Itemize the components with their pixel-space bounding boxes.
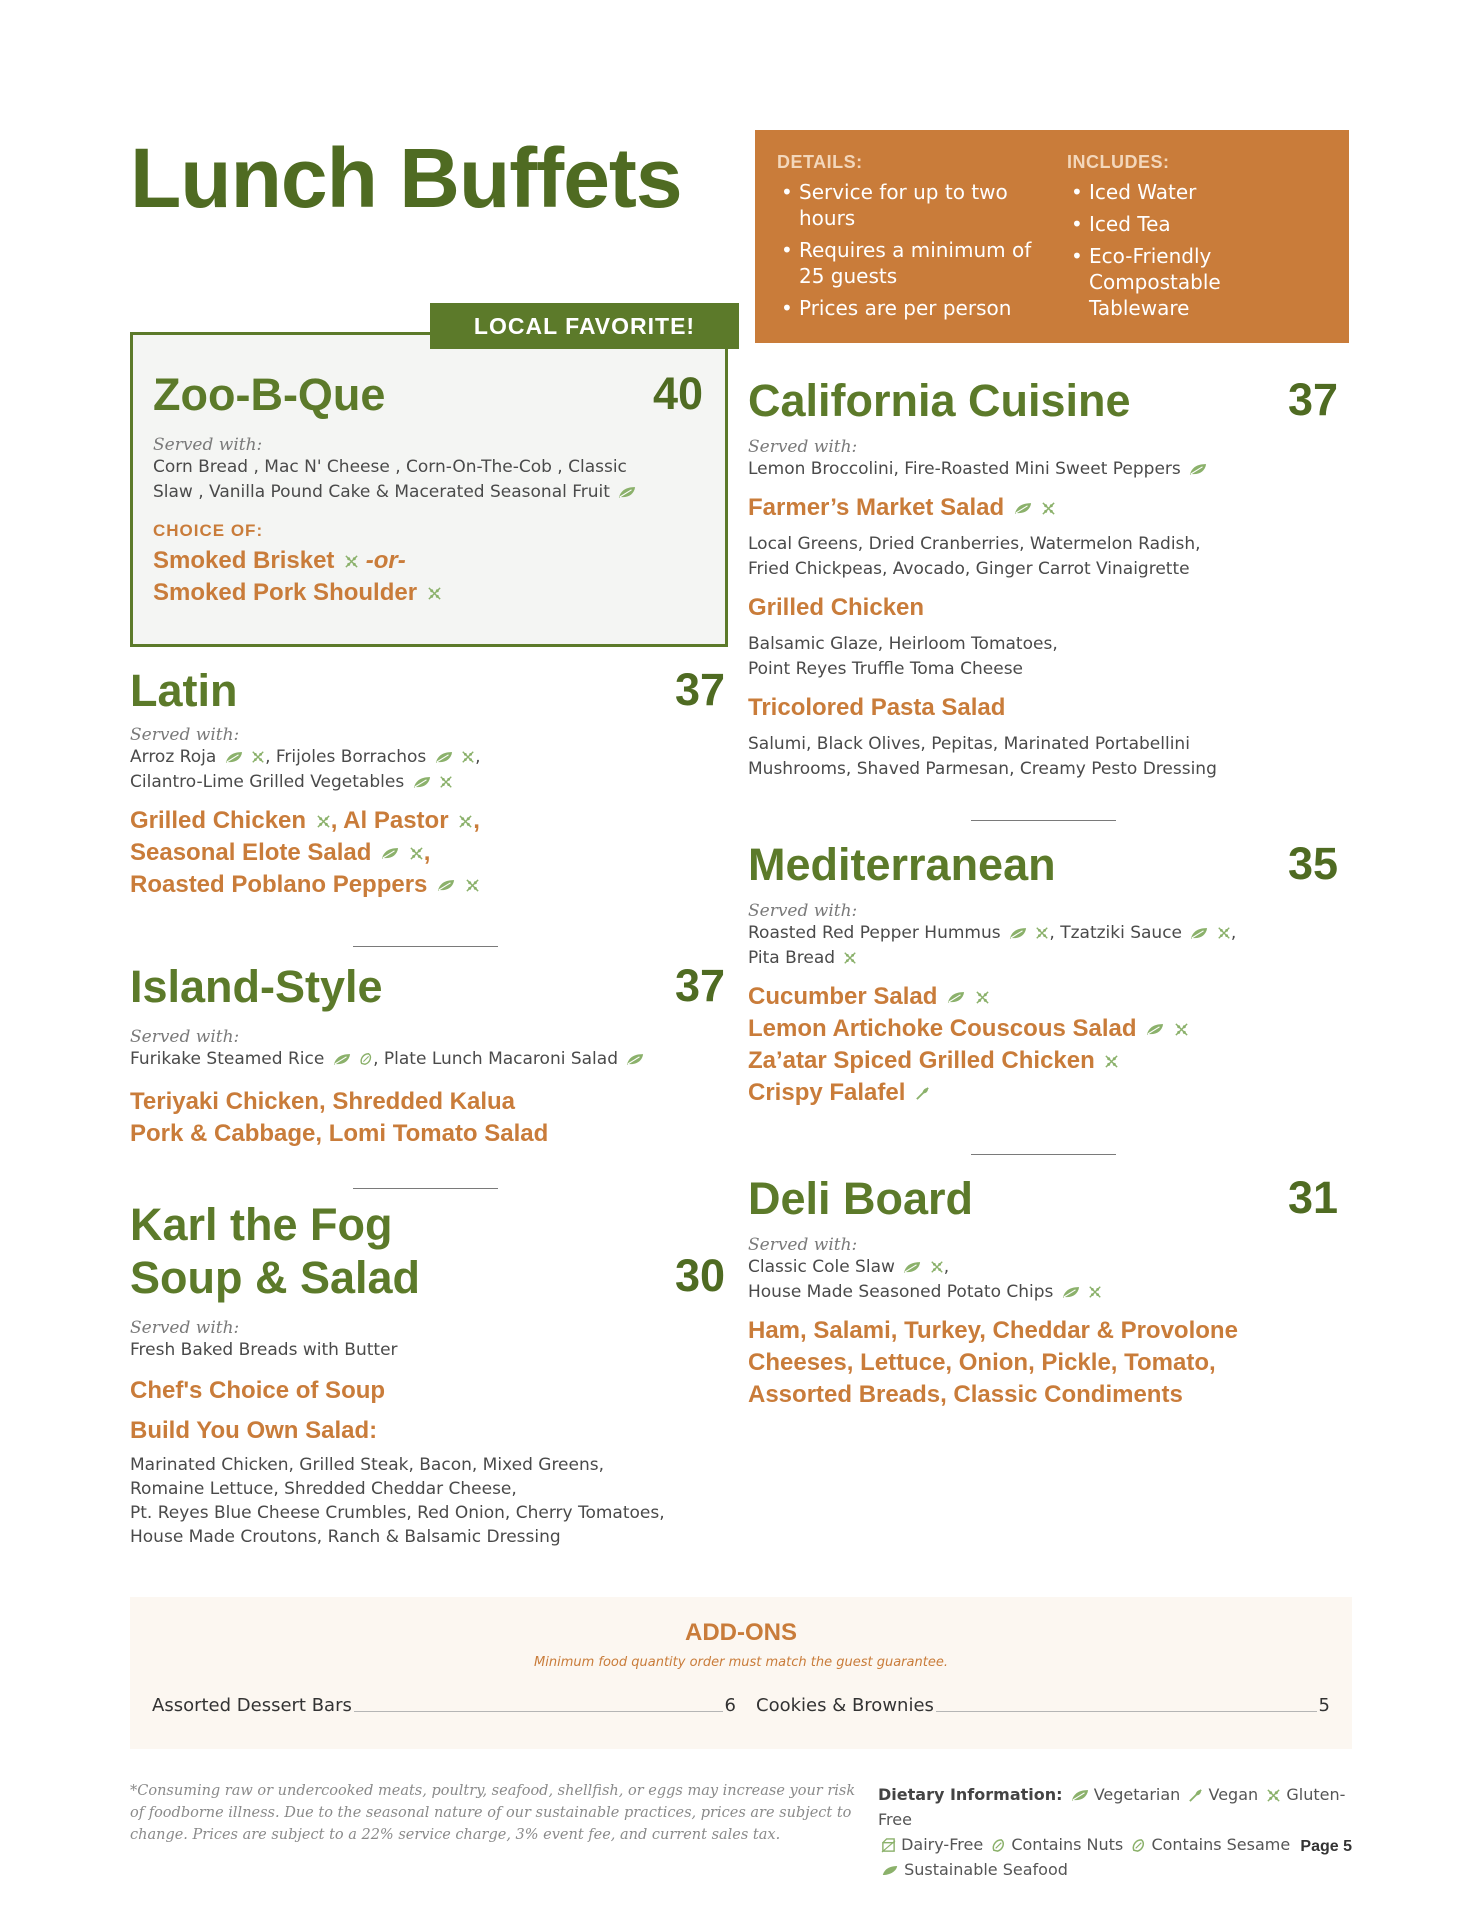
california-cuisine-section <box>748 374 1338 782</box>
contains-nuts-icon <box>991 1838 1006 1853</box>
section-title: Soup & Salad <box>130 1252 421 1304</box>
gluten-free-icon <box>465 878 480 893</box>
details-heading: DETAILS: <box>777 152 863 172</box>
vegetarian-icon <box>333 1053 351 1066</box>
served-label: Served with: <box>748 1235 858 1256</box>
choice-item <box>153 577 703 609</box>
sustainable-seafood-icon <box>881 1864 899 1877</box>
legend-dairy-free: Dairy-Free <box>901 1835 984 1854</box>
add-ons-panel <box>130 1597 1352 1749</box>
vegetarian-icon <box>626 1053 644 1066</box>
menu-item-line <box>748 492 1338 524</box>
add-on-price: 6 <box>724 1695 736 1716</box>
menu-item: Grilled Chicken <box>130 807 307 835</box>
vegetarian-icon <box>947 991 965 1004</box>
menu-item: Crispy Falafel <box>748 1079 906 1107</box>
served-label: Served with: <box>748 901 858 922</box>
served-text: , Plate Lunch Macaroni Salad <box>373 1049 618 1070</box>
includes-item: • Iced Water <box>1067 179 1327 205</box>
description-line: Local Greens, Dried Cranberries, Watermelon Radish, <box>748 534 1201 555</box>
menu-item-line <box>130 805 725 837</box>
menu-item-line: Assorted Breads, Classic Condiments <box>748 1381 1183 1409</box>
deli-board-section <box>748 1172 1338 1411</box>
gluten-free-icon <box>1088 1285 1102 1299</box>
add-ons-title: ADD-ONS <box>685 1619 797 1646</box>
description-line: Point Reyes Truffle Toma Cheese <box>748 659 1024 680</box>
add-on-price: 5 <box>1318 1695 1330 1716</box>
vegetarian-icon <box>1189 463 1207 476</box>
vegetarian-icon <box>1146 1023 1164 1036</box>
section-title: Zoo-B-Que <box>153 369 386 420</box>
mediterranean-section <box>748 838 1338 1109</box>
section-price: 37 <box>674 960 725 1011</box>
menu-item: , <box>473 807 480 835</box>
vegetarian-icon <box>1009 927 1027 940</box>
includes-item: • Eco-Friendly Compostable Tableware <box>1067 243 1327 321</box>
details-item: • Requires a minimum of 25 guests <box>777 237 1037 289</box>
menu-item-line <box>748 981 1338 1013</box>
served-label: Served with: <box>748 437 858 458</box>
served-text: Fresh Baked Breads with Butter <box>130 1340 398 1361</box>
menu-item: Roasted Poblano Peppers <box>130 871 428 899</box>
section-divider <box>353 1188 498 1189</box>
choice-text: Smoked Brisket <box>153 547 335 575</box>
served-label: Served with: <box>130 725 240 746</box>
page-number: Page 5 <box>1300 1838 1352 1855</box>
served-items <box>153 455 703 505</box>
menu-item-line <box>130 869 725 901</box>
add-on-item <box>756 1695 1330 1716</box>
section-price: 31 <box>1287 1172 1338 1223</box>
served-items <box>748 1255 1338 1305</box>
vegan-icon <box>915 1086 930 1101</box>
section-title: California Cuisine <box>748 375 1131 426</box>
section-title: Karl the Fog <box>130 1199 393 1250</box>
served-text: Lemon Broccolini, Fire-Roasted Mini Sweet Peppers <box>748 459 1181 480</box>
served-text: , <box>475 747 481 768</box>
served-label: Served with: <box>153 435 263 456</box>
description-line: Balsamic Glaze, Heirloom Tomatoes, <box>748 634 1058 655</box>
description-line: Marinated Chicken, Grilled Steak, Bacon, Mixed Greens, <box>130 1455 605 1476</box>
vegetarian-icon <box>1071 1789 1089 1802</box>
description-line: Fried Chickpeas, Avocado, Ginger Carrot Vinaigrette <box>748 559 1190 580</box>
served-items <box>748 457 1338 482</box>
choice-item <box>153 545 703 577</box>
includes-item: • Iced Tea <box>1067 211 1327 237</box>
menu-item: Tricolored Pasta Salad <box>748 694 1006 722</box>
consumer-advisory-footnote: *Consuming raw or undercooked meats, poultry, seafood, shellfish, or eggs may increase your risk of foodborne illness. Due to the seasonal nature of our sustainable practices, prices are subject to change. Prices are subject to a 22% service charge, 3% event fee, and current sales tax. <box>130 1783 856 1843</box>
dot-leader <box>354 1711 723 1712</box>
legend-contains-nuts: Contains Nuts <box>1011 1835 1124 1854</box>
gluten-free-icon <box>427 586 442 601</box>
vegetarian-icon <box>437 879 455 892</box>
karl-the-fog-section <box>130 1198 725 1549</box>
menu-item-line: Ham, Salami, Turkey, Cheddar & Provolone <box>748 1317 1238 1345</box>
served-text: , <box>1230 923 1237 944</box>
menu-item-line: Teriyaki Chicken, Shredded Kalua <box>130 1088 516 1116</box>
section-title: Deli Board <box>748 1173 974 1224</box>
gluten-free-icon <box>461 750 475 764</box>
menu-item: Chef's Choice of Soup <box>130 1377 386 1405</box>
section-divider <box>353 946 498 947</box>
legend-gluten-free: Gluten-Free <box>878 1785 1346 1829</box>
served-label: Served with: <box>130 1027 240 1048</box>
served-text: Furikake Steamed Rice <box>130 1049 325 1070</box>
gluten-free-icon <box>458 814 473 829</box>
description-line: House Made Croutons, Ranch & Balsamic Dressing <box>130 1527 561 1548</box>
section-price: 30 <box>674 1250 725 1301</box>
or-text: -or- <box>365 547 406 575</box>
vegan-icon <box>1188 1788 1203 1803</box>
details-column <box>777 152 1037 327</box>
page-title: Lunch Buffets <box>130 131 682 225</box>
legend-sustainable-seafood: Sustainable Seafood <box>904 1860 1068 1879</box>
menu-item: Seasonal Elote Salad <box>130 839 372 867</box>
served-text: Arroz Roja <box>130 747 217 768</box>
item-description <box>748 632 1338 682</box>
item-description <box>748 732 1338 782</box>
section-price: 35 <box>1287 838 1338 889</box>
section-divider <box>971 1154 1116 1155</box>
add-on-name: Assorted Dessert Bars <box>152 1695 352 1716</box>
vegetarian-icon <box>618 486 636 499</box>
served-items <box>130 1047 725 1072</box>
served-text: Pita Bread <box>748 948 836 969</box>
gluten-free-icon <box>316 814 331 829</box>
local-favorite-badge: LOCAL FAVORITE! <box>430 303 739 349</box>
description-line: Pt. Reyes Blue Cheese Crumbles, Red Onion, Cherry Tomatoes, <box>130 1503 665 1524</box>
served-label: Served with: <box>130 1318 240 1339</box>
menu-item-line <box>748 1045 1338 1077</box>
choice-text: Smoked Pork Shoulder <box>153 579 418 607</box>
menu-item-line <box>130 837 725 869</box>
gluten-free-icon <box>1035 926 1049 940</box>
vegetarian-icon <box>225 751 243 764</box>
menu-item-line: Cheeses, Lettuce, Onion, Pickle, Tomato, <box>748 1349 1216 1377</box>
section-price: 37 <box>1287 374 1338 425</box>
served-text: House Made Seasoned Potato Chips <box>748 1282 1054 1303</box>
gluten-free-icon <box>1266 1788 1281 1803</box>
served-text: , Tzatziki Sauce <box>1049 923 1183 944</box>
served-text: , <box>943 1257 950 1278</box>
gluten-free-icon <box>409 846 424 861</box>
gluten-free-icon <box>251 750 265 764</box>
menu-item-line <box>748 1013 1338 1045</box>
item-description <box>748 532 1338 582</box>
served-text: , Frijoles Borrachos <box>265 747 427 768</box>
gluten-free-icon <box>344 554 359 569</box>
dairy-free-icon <box>881 1838 896 1853</box>
menu-item: Za’atar Spiced Grilled Chicken <box>748 1047 1095 1075</box>
menu-item: Grilled Chicken <box>748 594 925 622</box>
vegetarian-icon <box>903 1261 921 1274</box>
section-title: Island-Style <box>130 961 383 1012</box>
vegetarian-icon <box>413 776 431 789</box>
gluten-free-icon <box>975 990 990 1005</box>
menu-item: , <box>423 839 431 867</box>
dietary-label: Dietary Information: <box>878 1785 1063 1804</box>
menu-item: Farmer’s Market Salad <box>748 494 1005 522</box>
served-items <box>748 921 1338 971</box>
section-divider <box>971 820 1116 821</box>
vegetarian-icon <box>435 751 453 764</box>
menu-item-line: Pork & Cabbage, Lomi Tomato Salad <box>130 1120 549 1148</box>
menu-item: Lemon Artichoke Couscous Salad <box>748 1015 1137 1043</box>
gluten-free-icon <box>1041 501 1056 516</box>
details-item: • Prices are per person <box>777 295 1037 321</box>
dot-leader <box>936 1711 1317 1712</box>
served-text: Slaw , Vanilla Pound Cake & Macerated Seasonal Fruit <box>153 482 610 503</box>
gluten-free-icon <box>843 951 857 965</box>
contains-sesame-icon <box>359 1052 373 1066</box>
served-text: Corn Bread , Mac N' Cheese , Corn-On-The-Cob , Classic <box>153 457 627 478</box>
add-ons-subtitle: Minimum food quantity order must match the guest guarantee. <box>534 1655 948 1670</box>
gluten-free-icon <box>930 1260 944 1274</box>
latin-section <box>130 664 725 901</box>
gluten-free-icon <box>1217 926 1231 940</box>
section-price: 40 <box>652 368 703 419</box>
dietary-information <box>878 1782 1348 1882</box>
legend-vegetarian: Vegetarian <box>1093 1785 1181 1804</box>
vegetarian-icon <box>381 847 399 860</box>
salad-description <box>130 1453 725 1549</box>
choice-label: CHOICE OF: <box>153 521 264 541</box>
section-title: Latin <box>130 665 238 716</box>
details-box <box>755 130 1349 343</box>
served-text: Roasted Red Pepper Hummus <box>748 923 1001 944</box>
details-item: • Service for up to two hours <box>777 179 1037 231</box>
menu-item: Build You Own Salad: <box>130 1417 378 1445</box>
gluten-free-icon <box>1174 1022 1189 1037</box>
vegetarian-icon <box>1062 1286 1080 1299</box>
section-price: 37 <box>674 664 725 715</box>
includes-heading: INCLUDES: <box>1067 152 1170 172</box>
vegetarian-icon <box>1014 502 1032 515</box>
contains-sesame-icon <box>1131 1838 1146 1853</box>
vegetarian-icon <box>1190 927 1208 940</box>
gluten-free-icon <box>1104 1054 1119 1069</box>
add-on-name: Cookies & Brownies <box>756 1695 934 1716</box>
gluten-free-icon <box>439 775 453 789</box>
legend-contains-sesame: Contains Sesame <box>1151 1835 1291 1854</box>
includes-column <box>1067 152 1327 327</box>
island-style-section <box>130 960 725 1150</box>
zoo-b-que-section <box>153 368 703 609</box>
menu-item: , Al Pastor <box>330 807 449 835</box>
served-text: Classic Cole Slaw <box>748 1257 895 1278</box>
add-on-item <box>152 1695 736 1716</box>
menu-item: Cucumber Salad <box>748 983 938 1011</box>
legend-vegan: Vegan <box>1208 1785 1259 1804</box>
served-text: Cilantro-Lime Grilled Vegetables <box>130 772 405 793</box>
served-items <box>130 745 725 795</box>
section-title: Mediterranean <box>748 839 1056 890</box>
description-line: Salumi, Black Olives, Pepitas, Marinated Portabellini <box>748 734 1190 755</box>
menu-item-line <box>748 1077 1338 1109</box>
description-line: Romaine Lettuce, Shredded Cheddar Cheese, <box>130 1479 517 1500</box>
description-line: Mushrooms, Shaved Parmesan, Creamy Pesto Dressing <box>748 759 1217 780</box>
